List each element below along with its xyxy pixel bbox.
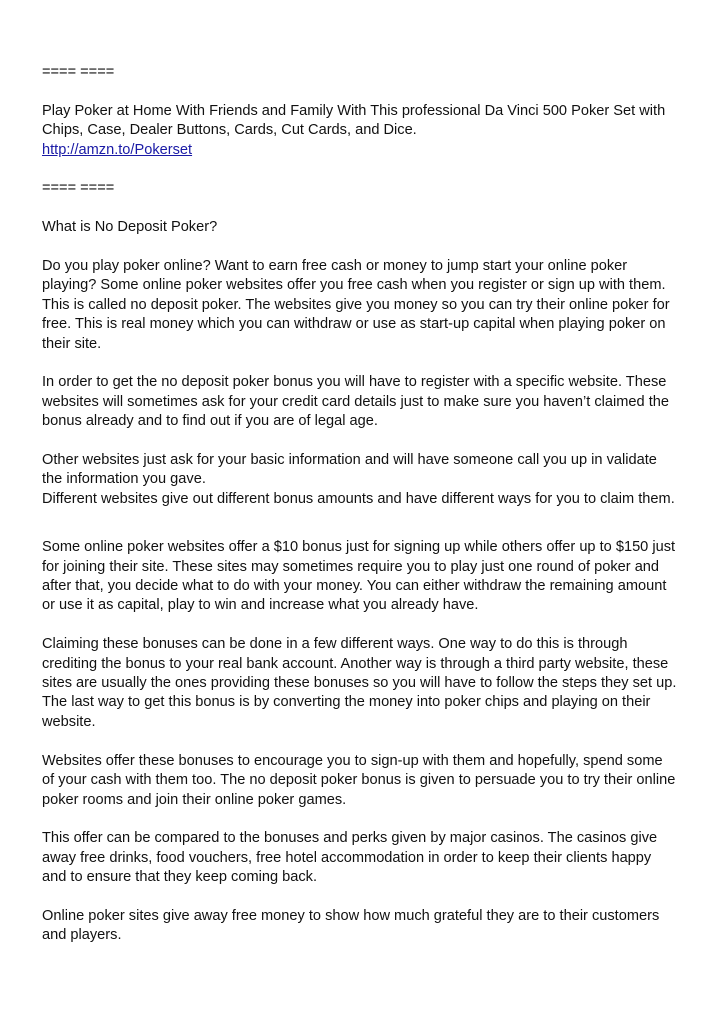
paragraph: Online poker sites give away free money to show how much grateful they are to their customers and players. — [42, 907, 660, 944]
promo-text: Play Poker at Home With Friends and Family With This professional Da Vinci 500 Poker Set with Chips, Case, Dealer Buttons, Cards, Cut Cards, and Dice. — [42, 102, 666, 139]
article-title: What is No Deposit Poker? — [42, 219, 218, 236]
document-page — [42, 63, 692, 946]
paragraph: Other websites just ask for your basic information and will have someone call you up in validate the information you gave. — [42, 452, 657, 488]
paragraph: Do you play poker online? Want to earn free cash or money to jump start your online poker playing? Some online poker websites offer you free cash when you register or sign up with them. This is called no deposit poker. The websites give you money so you can try their online poker for free. This is real money which you can withdraw or use as start-up capital when playing poker on their site. — [42, 258, 670, 352]
paragraph: Websites offer these bonuses to encourage you to sign-up with them and hopefully, spend some of your cash with them too. The no deposit poker bonus is given to persuade you to try their online poker rooms and join their online poker games. — [42, 752, 676, 808]
promo-link[interactable]: http://amzn.to/Pokerset — [42, 141, 193, 158]
paragraph: This offer can be compared to the bonuses and perks given by major casinos. The casinos give away free drinks, food vouchers, free hotel accommodation in order to keep their clients happy and to ensure that they keep coming back. — [42, 830, 658, 886]
promo-block — [42, 102, 692, 160]
separator-bottom: ==== ==== — [42, 180, 115, 197]
paragraph: In order to get the no deposit poker bonus you will have to register with a specific website. These websites will sometimes ask for your credit card details just to make sure you haven’t claimed the bonus already and to find out if you are of legal age. — [42, 374, 669, 430]
paragraph: Some online poker websites offer a $10 bonus just for signing up while others offer up to $150 just for joining their site. These sites may sometimes require you to play just one round of poker and after that, you decide what to do with your money. You can either withdraw the remaining amount or use it as capital, play to win and increase what you already have. — [42, 539, 676, 614]
paragraph: Different websites give out different bonus amounts and have different ways for you to claim them. — [42, 490, 675, 507]
separator-top: ==== ==== — [42, 64, 115, 80]
paragraph: Claiming these bonuses can be done in a few different ways. One way to do this is through crediting the bonus to your real bank account. Another way is through a third party website, these sites are usually the ones providing these bonuses so you will have to follow the steps they set up. The last way to get this bonus is by converting the money into poker chips and playing on their website. — [42, 636, 677, 730]
